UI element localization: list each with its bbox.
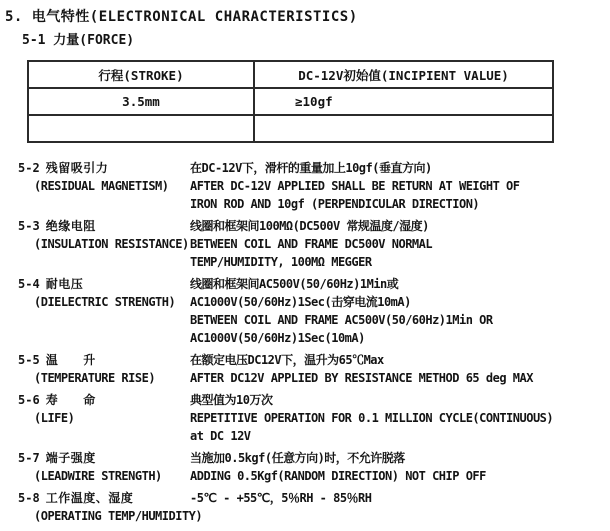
section-label-cn: 工作温度、湿度 <box>45 491 134 505</box>
section-label-cn: 绝缘电阻 <box>45 219 96 233</box>
section-label-en: (OPERATING TEMP/HUMIDITY) <box>34 509 203 523</box>
spec-section <box>18 351 610 387</box>
spec-line: ADDING 0.5Kgf(RANDOM DIRECTION) NOT CHIP OFF <box>190 469 486 483</box>
section-label-en: (DIELECTRIC STRENGTH) <box>34 295 176 309</box>
spec-line: at DC 12V <box>190 429 251 443</box>
spec-section <box>18 391 610 445</box>
section-label-cn: 寿 命 <box>45 393 96 407</box>
spec-section <box>18 489 610 525</box>
spec-line: IRON ROD AND 10gf (PERPENDICULAR DIRECTION) <box>190 197 480 211</box>
section-label-cn: 温 升 <box>45 353 96 367</box>
spec-line: 在DC-12V下，滑杆的重量加上10gf(垂直方向) <box>190 161 432 175</box>
section-5-1-heading: 5-1 力量(FORCE) <box>22 33 135 48</box>
section-label-en: (LIFE) <box>34 411 75 425</box>
spec-line: 线圈和框架间AC500V(50/60Hz)1Min或 <box>190 277 399 291</box>
section-label-line <box>18 391 190 409</box>
spec-sections <box>18 159 610 529</box>
page-title: 5. 电气特性(ELECTRONICAL CHARACTERISTICS) <box>5 9 358 25</box>
spec-line: AFTER DC12V APPLIED BY RESISTANCE METHOD 65 deg MAX <box>190 371 533 385</box>
section-label <box>18 217 190 271</box>
spec-line: 典型值为10万次 <box>190 393 273 407</box>
section-number: 5-4 <box>18 277 40 291</box>
section-content <box>190 351 610 387</box>
section-label-line <box>18 489 190 507</box>
force-table-header-row <box>28 61 553 88</box>
section-label-en: (RESIDUAL MAGNETISM) <box>34 179 169 193</box>
section-label-en: (INSULATION RESISTANCE) <box>34 237 189 251</box>
section-number: 5-8 <box>18 491 40 505</box>
section-content <box>190 489 610 525</box>
section-label <box>18 275 190 347</box>
section-label-cn: 残留吸引力 <box>45 161 109 175</box>
spec-section <box>18 275 610 347</box>
section-label <box>18 449 190 485</box>
section-number: 5-6 <box>18 393 40 407</box>
force-table-header-stroke: 行程(STROKE) <box>28 61 254 88</box>
section-label-line <box>18 449 190 467</box>
force-table-row <box>28 88 553 115</box>
section-label-cn: 端子强度 <box>45 451 96 465</box>
section-content <box>190 449 610 485</box>
section-number: 5-3 <box>18 219 40 233</box>
spec-line: -5℃ - +55℃，5％RH - 85％RH <box>190 491 372 505</box>
spec-line: 在额定电压DC12V下，温升为65℃Max <box>190 353 384 367</box>
section-label-cn: 耐电压 <box>45 277 84 291</box>
spec-line: 线圈和框架间100MΩ(DC500V 常规温度/湿度) <box>190 219 429 233</box>
value-cell <box>254 115 553 142</box>
section-label-line <box>18 217 190 235</box>
force-table-row <box>28 115 553 142</box>
section-label <box>18 489 203 525</box>
spec-section <box>18 217 610 271</box>
section-label-line <box>18 351 190 369</box>
section-content <box>190 391 610 445</box>
section-label-line <box>18 159 190 177</box>
spec-line: 当施加0.5kgf(任意方向)时，不允许脱落 <box>190 451 405 465</box>
force-table-header-incipient-value: DC-12V初始值(INCIPIENT VALUE) <box>254 61 553 88</box>
spec-line: BETWEEN COIL AND FRAME DC500V NORMAL <box>190 237 433 251</box>
spec-line: AFTER DC-12V APPLIED SHALL BE RETURN AT WEIGHT OF <box>190 179 520 193</box>
section-number: 5-5 <box>18 353 40 367</box>
section-content <box>190 217 610 271</box>
section-content <box>190 275 610 347</box>
section-label <box>18 391 190 445</box>
section-label-en: (LEADWIRE STRENGTH) <box>34 469 162 483</box>
section-label <box>18 351 190 387</box>
force-table <box>27 60 554 143</box>
spec-section <box>18 159 610 213</box>
spec-line: AC1000V(50/60Hz)1Sec(击穿电流10mA) <box>190 295 411 309</box>
spec-section <box>18 449 610 485</box>
value-cell: ≥10gf <box>254 88 553 115</box>
section-number: 5-7 <box>18 451 40 465</box>
spec-line: TEMP/HUMIDITY, 100MΩ MEGGER <box>190 255 372 269</box>
spec-line: BETWEEN COIL AND FRAME AC500V(50/60Hz)1Min OR <box>190 313 493 327</box>
stroke-cell <box>28 115 254 142</box>
section-number: 5-2 <box>18 161 40 175</box>
spec-line: AC1000V(50/60Hz)1Sec(10mA) <box>190 331 365 345</box>
spec-line: REPETITIVE OPERATION FOR 0.1 MILLION CYCLE(CONTINUOUS) <box>190 411 554 425</box>
section-label <box>18 159 190 213</box>
section-content <box>190 159 610 213</box>
section-label-en: (TEMPERATURE RISE) <box>34 371 156 385</box>
stroke-cell: 3.5mm <box>28 88 254 115</box>
section-label-line <box>18 275 190 293</box>
